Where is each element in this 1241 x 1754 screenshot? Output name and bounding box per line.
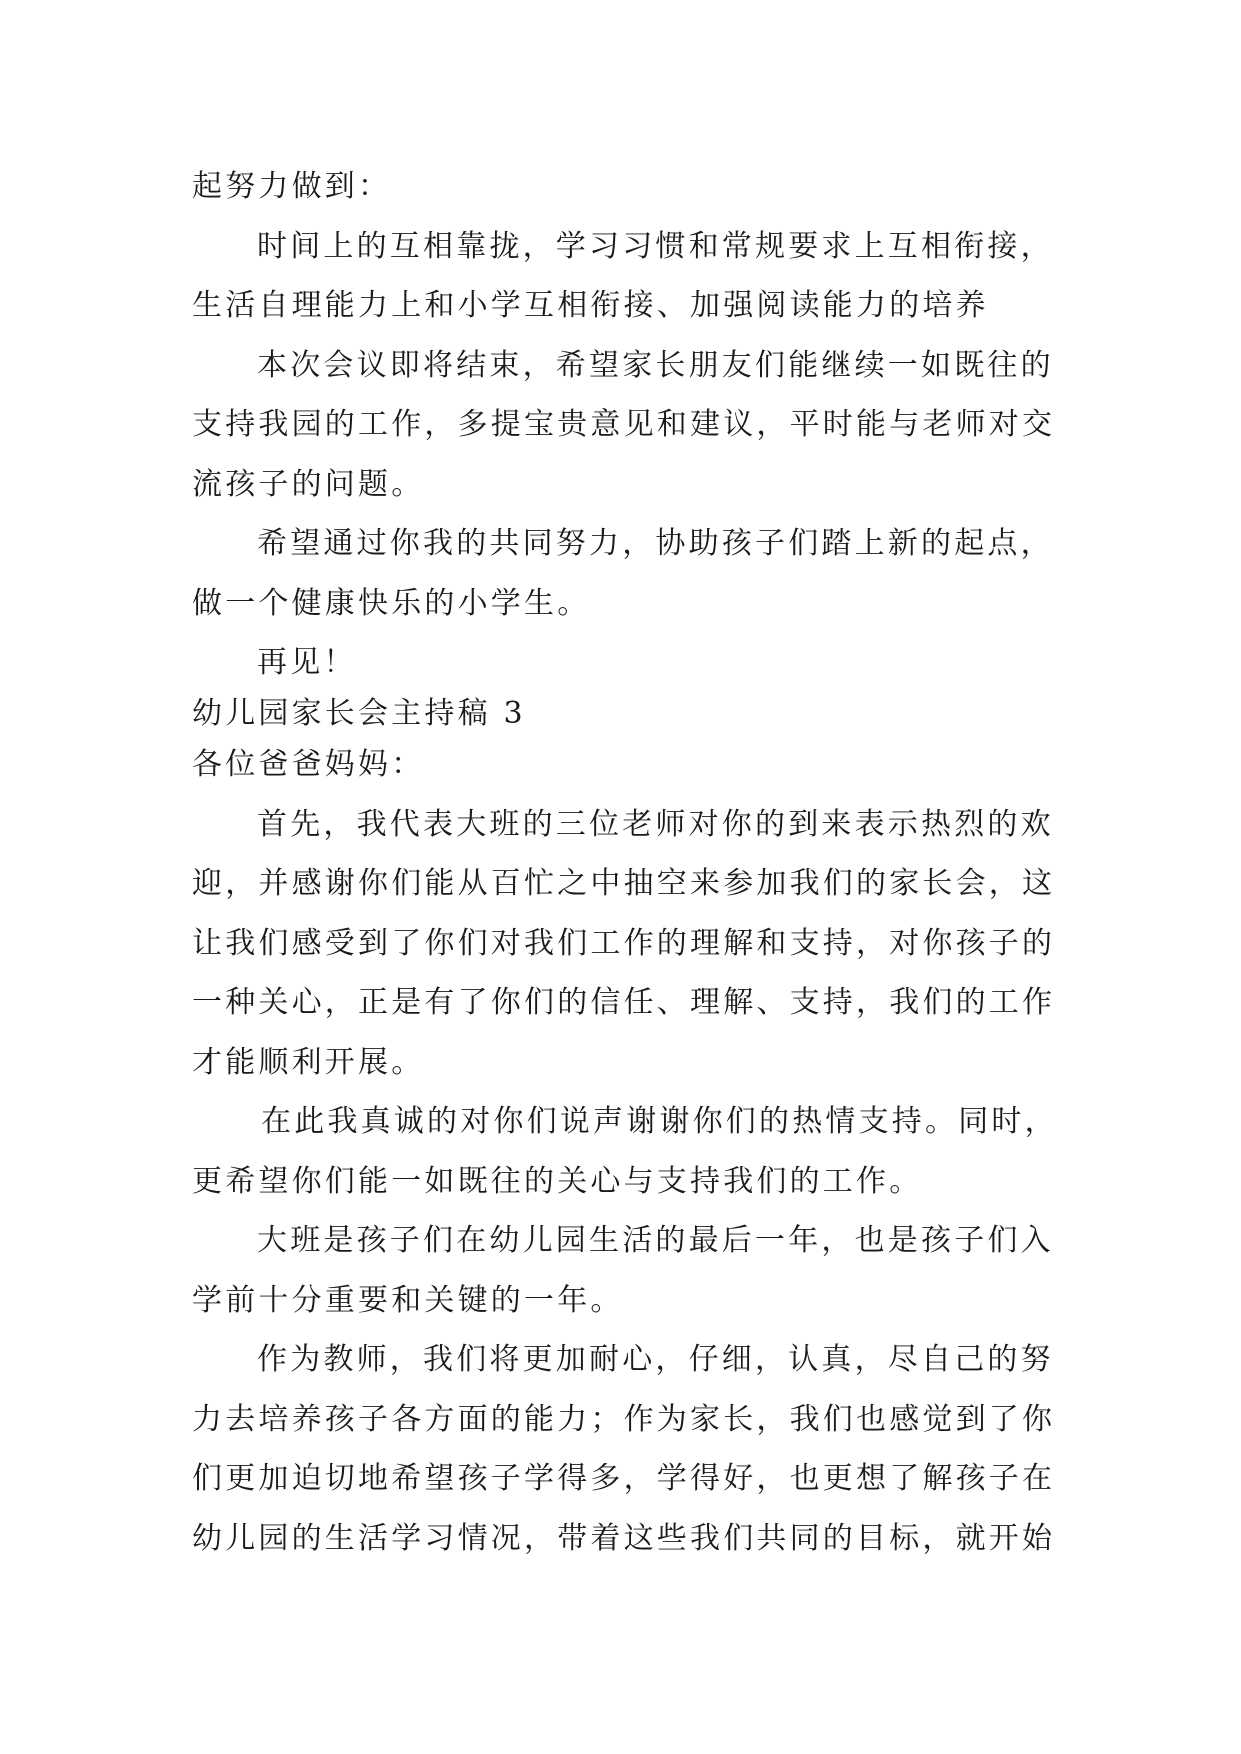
text-line: 希望通过你我的共同努力，协助孩子们踏上新的起点， [257, 526, 1054, 561]
text-line: 迎，并感谢你们能从百忙之中抽空来参加我们的家长会，这 [192, 866, 1056, 901]
text-line: 力去培养孩子各方面的能力；作为家长，我们也感觉到了你 [192, 1402, 1056, 1437]
text-line: 首先，我代表大班的三位老师对你的到来表示热烈的欢 [257, 807, 1054, 842]
text-line: 一种关心，正是有了你们的信任、理解、支持，我们的工作 [192, 985, 1056, 1020]
section-heading: 幼儿园家长会主持稿 3 [192, 696, 526, 731]
text-line: 起努力做到： [192, 169, 392, 204]
text-line: 在此我真诚的对你们说声谢谢你们的热情支持。同时， [261, 1104, 1058, 1139]
text-line: 幼儿园的生活学习情况，带着这些我们共同的目标，就开始 [192, 1521, 1056, 1556]
text-line: 流孩子的问题。 [192, 467, 425, 502]
text-line: 们更加迫切地希望孩子学得多，学得好，也更想了解孩子在 [192, 1461, 1056, 1496]
text-line: 学前十分重要和关键的一年。 [192, 1283, 624, 1318]
text-line: 更希望你们能一如既往的关心与支持我们的工作。 [192, 1164, 923, 1199]
text-line: 本次会议即将结束，希望家长朋友们能继续一如既往的 [257, 348, 1054, 383]
text-line: 时间上的互相靠拢，学习习惯和常规要求上互相衔接， [257, 229, 1054, 264]
text-line: 作为教师，我们将更加耐心，仔细，认真，尽自己的努 [257, 1342, 1054, 1377]
text-line: 支持我园的工作，多提宝贵意见和建议，平时能与老师对交 [192, 407, 1056, 442]
text-line: 再见！ [257, 645, 357, 680]
text-line: 做一个健康快乐的小学生。 [192, 586, 591, 621]
salutation: 各位爸爸妈妈： [192, 747, 425, 782]
text-line: 生活自理能力上和小学互相衔接、加强阅读能力的培养 [192, 288, 989, 323]
text-line: 大班是孩子们在幼儿园生活的最后一年，也是孩子们入 [257, 1223, 1054, 1258]
text-line: 让我们感受到了你们对我们工作的理解和支持，对你孩子的 [192, 926, 1056, 961]
text-line: 才能顺利开展。 [192, 1045, 425, 1080]
